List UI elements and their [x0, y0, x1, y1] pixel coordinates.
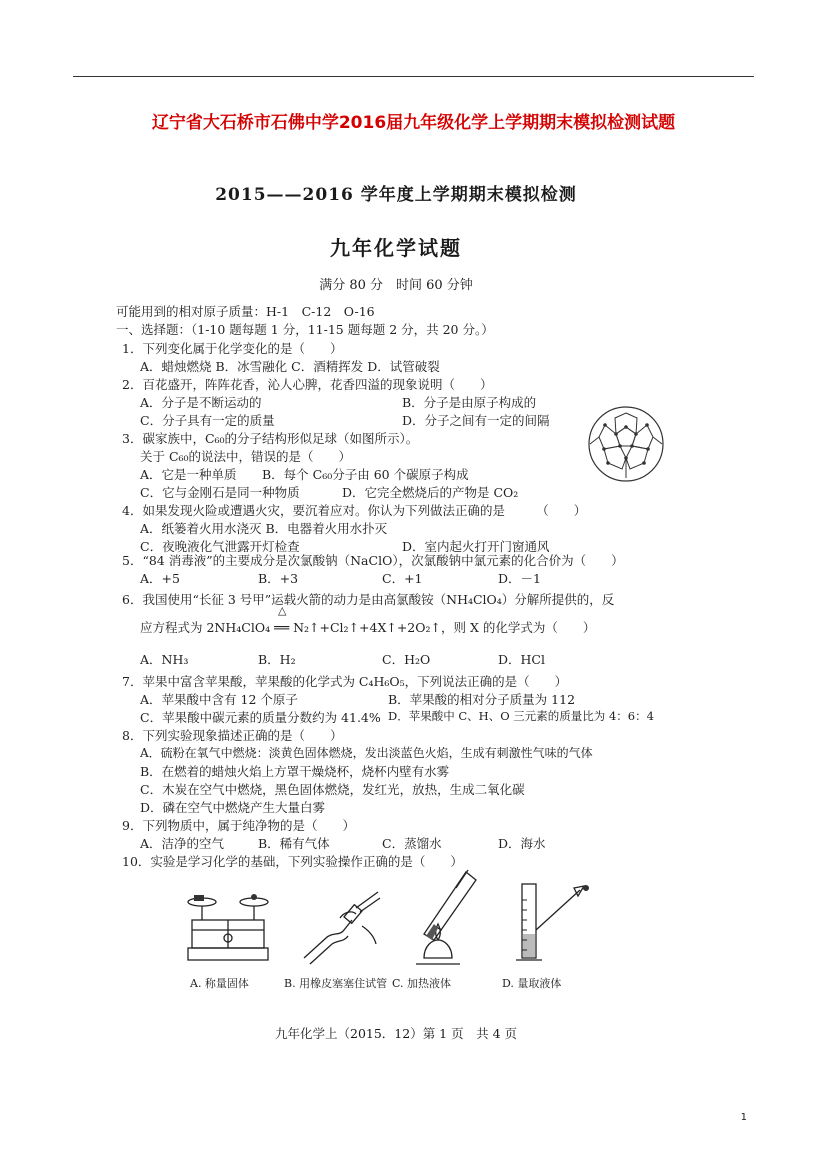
subject-title: 九年化学试题	[330, 236, 462, 260]
q8-option-b: B．在燃着的蜡烛火焰上方罩干燥烧杯，烧杯内壁有水雾	[140, 764, 450, 779]
delta-symbol: △	[278, 604, 287, 617]
q8-option-d: D．磷在空气中燃烧产生大量白雾	[140, 800, 326, 815]
q5-option-a: A．+5	[140, 571, 180, 586]
question-5: 5．“84 消毒液”的主要成分是次氯酸钠（NaClO），次氯酸钠中氯元素的化合价为（ ）	[122, 553, 624, 568]
q6-option-d: D．HCl	[498, 652, 545, 667]
q2-option-c: C．分子具有一定的质量	[140, 413, 275, 428]
q5-option-b: B．+3	[258, 571, 299, 586]
q3-option-d: D．它完全燃烧后的产物是 CO₂	[342, 485, 519, 500]
question-6: 6．我国使用“长征 3 号甲”运载火箭的动力是由高氯酸铵（NH₄ClO₄）分解所提供的，反	[122, 592, 615, 607]
balance-scale-figure	[186, 890, 270, 968]
document-title: 辽宁省大石桥市石佛中学2016届九年级化学上学期期末模拟检测试题	[151, 113, 676, 133]
question-4: 4．如果发现火险或遭遇火灾，要沉着应对。你认为下列做法正确的是 （ ）	[122, 503, 587, 518]
q7-option-b: B．苹果酸的相对分子质量为 112	[388, 692, 576, 707]
q2-option-b: B．分子是由原子构成的	[402, 395, 537, 410]
q4-option-c: C．夜晚液化气泄露开灯检查	[140, 539, 300, 554]
question-8: 8．下列实验现象描述正确的是（ ）	[122, 728, 343, 743]
q6-option-a: A．NH₃	[140, 652, 189, 667]
question-2: 2．百花盛开，阵阵花香，沁人心脾，花香四溢的现象说明（ ）	[122, 377, 493, 392]
q3-option-a: A．它是一种单质	[140, 467, 237, 482]
q3-option-c: C．它与金刚石是同一种物质	[140, 485, 300, 500]
caption-a: A. 称量固体	[190, 977, 249, 990]
q9-option-b: B．稀有气体	[258, 836, 330, 851]
question-9: 9．下列物质中，属于纯净物的是（ ）	[122, 818, 355, 833]
caption-c: C. 加热液体	[392, 977, 452, 990]
c60-molecule-figure	[585, 403, 667, 485]
q7-option-a: A．苹果酸中含有 12 个原子	[140, 692, 298, 707]
section-heading: 一、选择题：（1-10 题每题 1 分，11-15 题每题 2 分，共 20 分。）	[116, 322, 494, 337]
q1-options: A．蜡烛燃烧 B．冰雪融化 C．酒精挥发 D．试管破裂	[140, 359, 440, 374]
atomic-masses: 可能用到的相对原子质量：H-1 C-12 O-16	[116, 304, 375, 319]
page-number: 1	[740, 1112, 747, 1123]
caption-d: D. 量取液体	[502, 977, 562, 990]
q6-option-b: B．H₂	[258, 652, 296, 667]
q8-option-c: C．木炭在空气中燃烧，黑色固体燃烧，发红光，放热，生成二氧化碳	[140, 782, 525, 797]
q5-option-c: C．+1	[382, 571, 423, 586]
header-rule	[73, 76, 754, 77]
question-3: 3．碳家族中，C₆₀的分子结构形似足球（如图所示）。	[122, 431, 419, 446]
q8-option-a: A．硫粉在氧气中燃烧：淡黄色固体燃烧，发出淡蓝色火焰，生成有刺激性气味的气体	[140, 746, 593, 760]
question-10: 10．实验是学习化学的基础，下列实验操作正确的是（ ）	[122, 854, 463, 869]
q7-option-c: C．苹果酸中碳元素的质量分数约为 41.4%	[140, 710, 381, 725]
exam-header: 2015——2016 学年度上学期期末模拟检测	[215, 185, 577, 205]
question-7: 7．苹果中富含苹果酸，苹果酸的化学式为 C₄H₆O₅，下列说法正确的是（ ）	[122, 674, 568, 689]
q9-option-d: D．海水	[498, 836, 546, 851]
question-6-line2: 应方程式为 2NH₄ClO₄ ══ N₂↑+Cl₂↑+4X↑+2O₂↑，则 X 的化学式为（ ）	[140, 620, 596, 635]
score-time-line: 满分 80 分 时间 60 分钟	[319, 278, 473, 293]
q2-option-a: A．分子是不断运动的	[140, 395, 262, 410]
q7-option-d: D．苹果酸中 C、H、O 三元素的质量比为 4：6：4	[388, 709, 654, 723]
q9-option-a: A．洁净的空气	[140, 836, 225, 851]
caption-b: B. 用橡皮塞塞住试管	[284, 977, 388, 990]
graduated-cylinder-figure	[512, 880, 592, 970]
question-1: 1．下列变化属于化学变化的是（ ）	[122, 341, 343, 356]
q3-option-b: B．每个 C₆₀分子由 60 个碳原子构成	[262, 467, 469, 482]
q9-option-c: C．蒸馏水	[382, 836, 442, 851]
test-tube-stopper-figure	[296, 888, 382, 968]
q4-option-d: D．室内起火打开门窗通风	[402, 539, 550, 554]
q5-option-d: D．－1	[498, 571, 541, 586]
q2-option-d: D．分子之间有一定的间隔	[402, 413, 550, 428]
heating-liquid-figure	[404, 866, 490, 970]
q4-option-ab: A．纸篓着火用水浇灭 B．电器着火用水扑灭	[140, 521, 388, 536]
page-footer: 九年化学上（2015．12）第 1 页 共 4 页	[274, 1026, 518, 1041]
question-3-line2: 关于 C₆₀的说法中，错误的是（ ）	[140, 449, 352, 464]
q6-option-c: C．H₂O	[382, 652, 431, 667]
